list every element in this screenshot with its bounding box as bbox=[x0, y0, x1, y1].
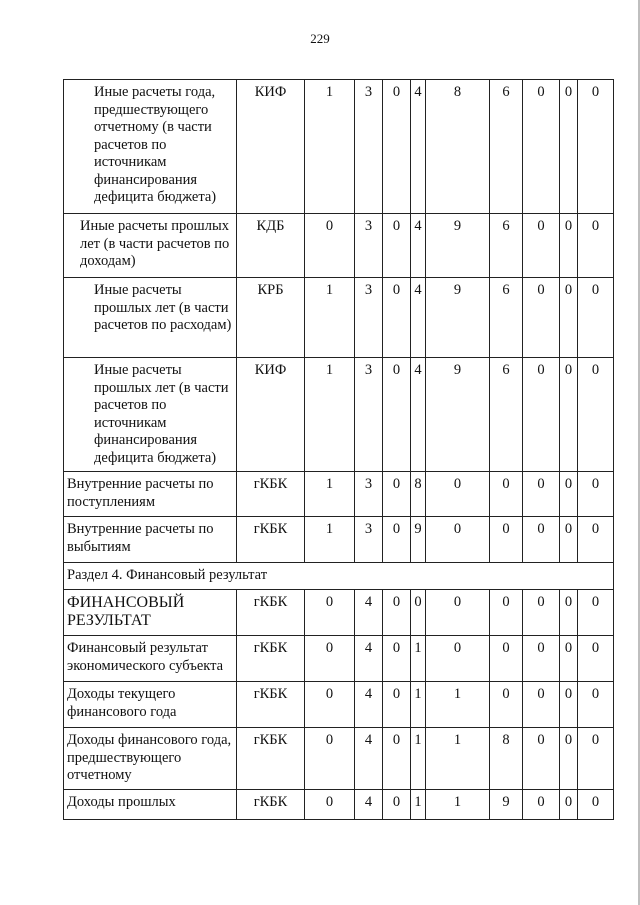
digit-cell: 0 bbox=[560, 636, 578, 682]
digit-cell: 0 bbox=[523, 80, 560, 214]
digit-cell: 0 bbox=[578, 590, 614, 636]
row-code: гКБК bbox=[237, 590, 305, 636]
digit-cell: 0 bbox=[490, 517, 523, 563]
digit-cell: 0 bbox=[490, 472, 523, 517]
row-name: Внутренние расчеты по выбытиям bbox=[64, 517, 237, 563]
table-row bbox=[64, 472, 614, 517]
digit-cell: 1 bbox=[411, 728, 426, 790]
digit-cell: 4 bbox=[411, 278, 426, 358]
digit-cell: 0 bbox=[305, 682, 355, 728]
digit-cell: 0 bbox=[523, 517, 560, 563]
digit-cell: 4 bbox=[355, 728, 383, 790]
digit-cell: 0 bbox=[578, 790, 614, 820]
page-number: 229 bbox=[310, 31, 330, 46]
table-row bbox=[64, 728, 614, 790]
digit-cell: 1 bbox=[305, 80, 355, 214]
digit-cell: 0 bbox=[560, 358, 578, 472]
digit-cell: 0 bbox=[305, 636, 355, 682]
digit-cell: 0 bbox=[383, 728, 411, 790]
digit-cell: 4 bbox=[411, 214, 426, 278]
account-codes-table bbox=[63, 79, 614, 820]
digit-cell: 0 bbox=[560, 214, 578, 278]
table-row bbox=[64, 682, 614, 728]
digit-cell: 1 bbox=[411, 790, 426, 820]
digit-cell: 0 bbox=[560, 590, 578, 636]
digit-cell: 0 bbox=[383, 472, 411, 517]
digit-cell: 6 bbox=[490, 214, 523, 278]
digit-cell: 1 bbox=[305, 517, 355, 563]
digit-cell: 6 bbox=[490, 278, 523, 358]
row-name: Иные расчеты года, предшествующего отчетному (в части расчетов по источникам финансирования дефицита бюджета) bbox=[64, 80, 237, 214]
digit-cell: 3 bbox=[355, 278, 383, 358]
digit-cell: 1 bbox=[305, 278, 355, 358]
digit-cell: 0 bbox=[523, 472, 560, 517]
digit-cell: 0 bbox=[523, 682, 560, 728]
digit-cell: 1 bbox=[411, 682, 426, 728]
digit-cell: 0 bbox=[560, 682, 578, 728]
digit-cell: 0 bbox=[426, 636, 490, 682]
digit-cell: 0 bbox=[383, 517, 411, 563]
digit-cell: 0 bbox=[578, 728, 614, 790]
digit-cell: 1 bbox=[426, 682, 490, 728]
digit-cell: 0 bbox=[578, 472, 614, 517]
table-row bbox=[64, 517, 614, 563]
digit-cell: 0 bbox=[426, 472, 490, 517]
digit-cell: 0 bbox=[305, 590, 355, 636]
section-title: Раздел 4. Финансовый результат bbox=[64, 563, 614, 590]
digit-cell: 0 bbox=[305, 728, 355, 790]
digit-cell: 0 bbox=[523, 590, 560, 636]
digit-cell: 4 bbox=[355, 590, 383, 636]
row-name: ФИНАНСОВЫЙ РЕЗУЛЬТАТ bbox=[64, 590, 237, 636]
digit-cell: 0 bbox=[523, 358, 560, 472]
row-code: гКБК bbox=[237, 472, 305, 517]
digit-cell: 9 bbox=[426, 214, 490, 278]
row-code: гКБК bbox=[237, 790, 305, 820]
digit-cell: 0 bbox=[560, 728, 578, 790]
digit-cell: 0 bbox=[383, 358, 411, 472]
row-name: Иные расчеты прошлых лет (в части расчетов по доходам) bbox=[64, 214, 237, 278]
digit-cell: 9 bbox=[426, 278, 490, 358]
row-code: гКБК bbox=[237, 636, 305, 682]
row-name: Доходы текущего финансового года bbox=[64, 682, 237, 728]
row-name: Финансовый результат экономического субъекта bbox=[64, 636, 237, 682]
digit-cell: 0 bbox=[523, 728, 560, 790]
digit-cell: 3 bbox=[355, 517, 383, 563]
row-code: гКБК bbox=[237, 517, 305, 563]
digit-cell: 3 bbox=[355, 472, 383, 517]
digit-cell: 0 bbox=[305, 214, 355, 278]
digit-cell: 0 bbox=[426, 517, 490, 563]
digit-cell: 0 bbox=[305, 790, 355, 820]
table-row bbox=[64, 278, 614, 358]
digit-cell: 0 bbox=[560, 278, 578, 358]
digit-cell: 9 bbox=[426, 358, 490, 472]
row-code: гКБК bbox=[237, 728, 305, 790]
digit-cell: 0 bbox=[383, 790, 411, 820]
digit-cell: 0 bbox=[383, 214, 411, 278]
digit-cell: 0 bbox=[578, 358, 614, 472]
digit-cell: 1 bbox=[426, 790, 490, 820]
row-code: гКБК bbox=[237, 682, 305, 728]
digit-cell: 0 bbox=[560, 517, 578, 563]
table-row bbox=[64, 790, 614, 820]
digit-cell: 1 bbox=[305, 472, 355, 517]
digit-cell: 0 bbox=[383, 590, 411, 636]
table-row bbox=[64, 590, 614, 636]
digit-cell: 4 bbox=[355, 682, 383, 728]
digit-cell: 0 bbox=[578, 80, 614, 214]
digit-cell: 3 bbox=[355, 80, 383, 214]
digit-cell: 6 bbox=[490, 358, 523, 472]
digit-cell: 0 bbox=[578, 636, 614, 682]
row-name: Доходы финансового года, предшествующего отчетному bbox=[64, 728, 237, 790]
digit-cell: 6 bbox=[490, 80, 523, 214]
row-name: Иные расчеты прошлых лет (в части расчетов по источникам финансирования дефицита бюджета) bbox=[64, 358, 237, 472]
digit-cell: 0 bbox=[560, 790, 578, 820]
digit-cell: 8 bbox=[411, 472, 426, 517]
digit-cell: 8 bbox=[490, 728, 523, 790]
row-code: КИФ bbox=[237, 80, 305, 214]
digit-cell: 0 bbox=[578, 517, 614, 563]
row-name: Доходы прошлых bbox=[64, 790, 237, 820]
digit-cell: 9 bbox=[411, 517, 426, 563]
digit-cell: 0 bbox=[523, 214, 560, 278]
section-row bbox=[64, 563, 614, 590]
digit-cell: 8 bbox=[426, 80, 490, 214]
digit-cell: 0 bbox=[411, 590, 426, 636]
digit-cell: 4 bbox=[411, 80, 426, 214]
table-row bbox=[64, 214, 614, 278]
digit-cell: 0 bbox=[383, 682, 411, 728]
digit-cell: 0 bbox=[560, 80, 578, 214]
digit-cell: 3 bbox=[355, 358, 383, 472]
table-row bbox=[64, 358, 614, 472]
digit-cell: 1 bbox=[305, 358, 355, 472]
table-row bbox=[64, 636, 614, 682]
digit-cell: 0 bbox=[490, 636, 523, 682]
digit-cell: 0 bbox=[383, 278, 411, 358]
digit-cell: 0 bbox=[560, 472, 578, 517]
row-code: КИФ bbox=[237, 358, 305, 472]
digit-cell: 0 bbox=[578, 278, 614, 358]
digit-cell: 0 bbox=[523, 636, 560, 682]
digit-cell: 0 bbox=[383, 636, 411, 682]
digit-cell: 0 bbox=[523, 278, 560, 358]
digit-cell: 4 bbox=[355, 790, 383, 820]
digit-cell: 9 bbox=[490, 790, 523, 820]
digit-cell: 0 bbox=[490, 590, 523, 636]
digit-cell: 4 bbox=[411, 358, 426, 472]
row-name: Иные расчеты прошлых лет (в части расчетов по расходам) bbox=[64, 278, 237, 358]
digit-cell: 1 bbox=[411, 636, 426, 682]
digit-cell: 0 bbox=[578, 682, 614, 728]
row-code: КДБ bbox=[237, 214, 305, 278]
digit-cell: 1 bbox=[426, 728, 490, 790]
row-code: КРБ bbox=[237, 278, 305, 358]
digit-cell: 3 bbox=[355, 214, 383, 278]
digit-cell: 0 bbox=[490, 682, 523, 728]
digit-cell: 0 bbox=[578, 214, 614, 278]
digit-cell: 0 bbox=[383, 80, 411, 214]
digit-cell: 0 bbox=[426, 590, 490, 636]
digit-cell: 4 bbox=[355, 636, 383, 682]
digit-cell: 0 bbox=[523, 790, 560, 820]
row-name: Внутренние расчеты по поступлениям bbox=[64, 472, 237, 517]
table-row bbox=[64, 80, 614, 214]
